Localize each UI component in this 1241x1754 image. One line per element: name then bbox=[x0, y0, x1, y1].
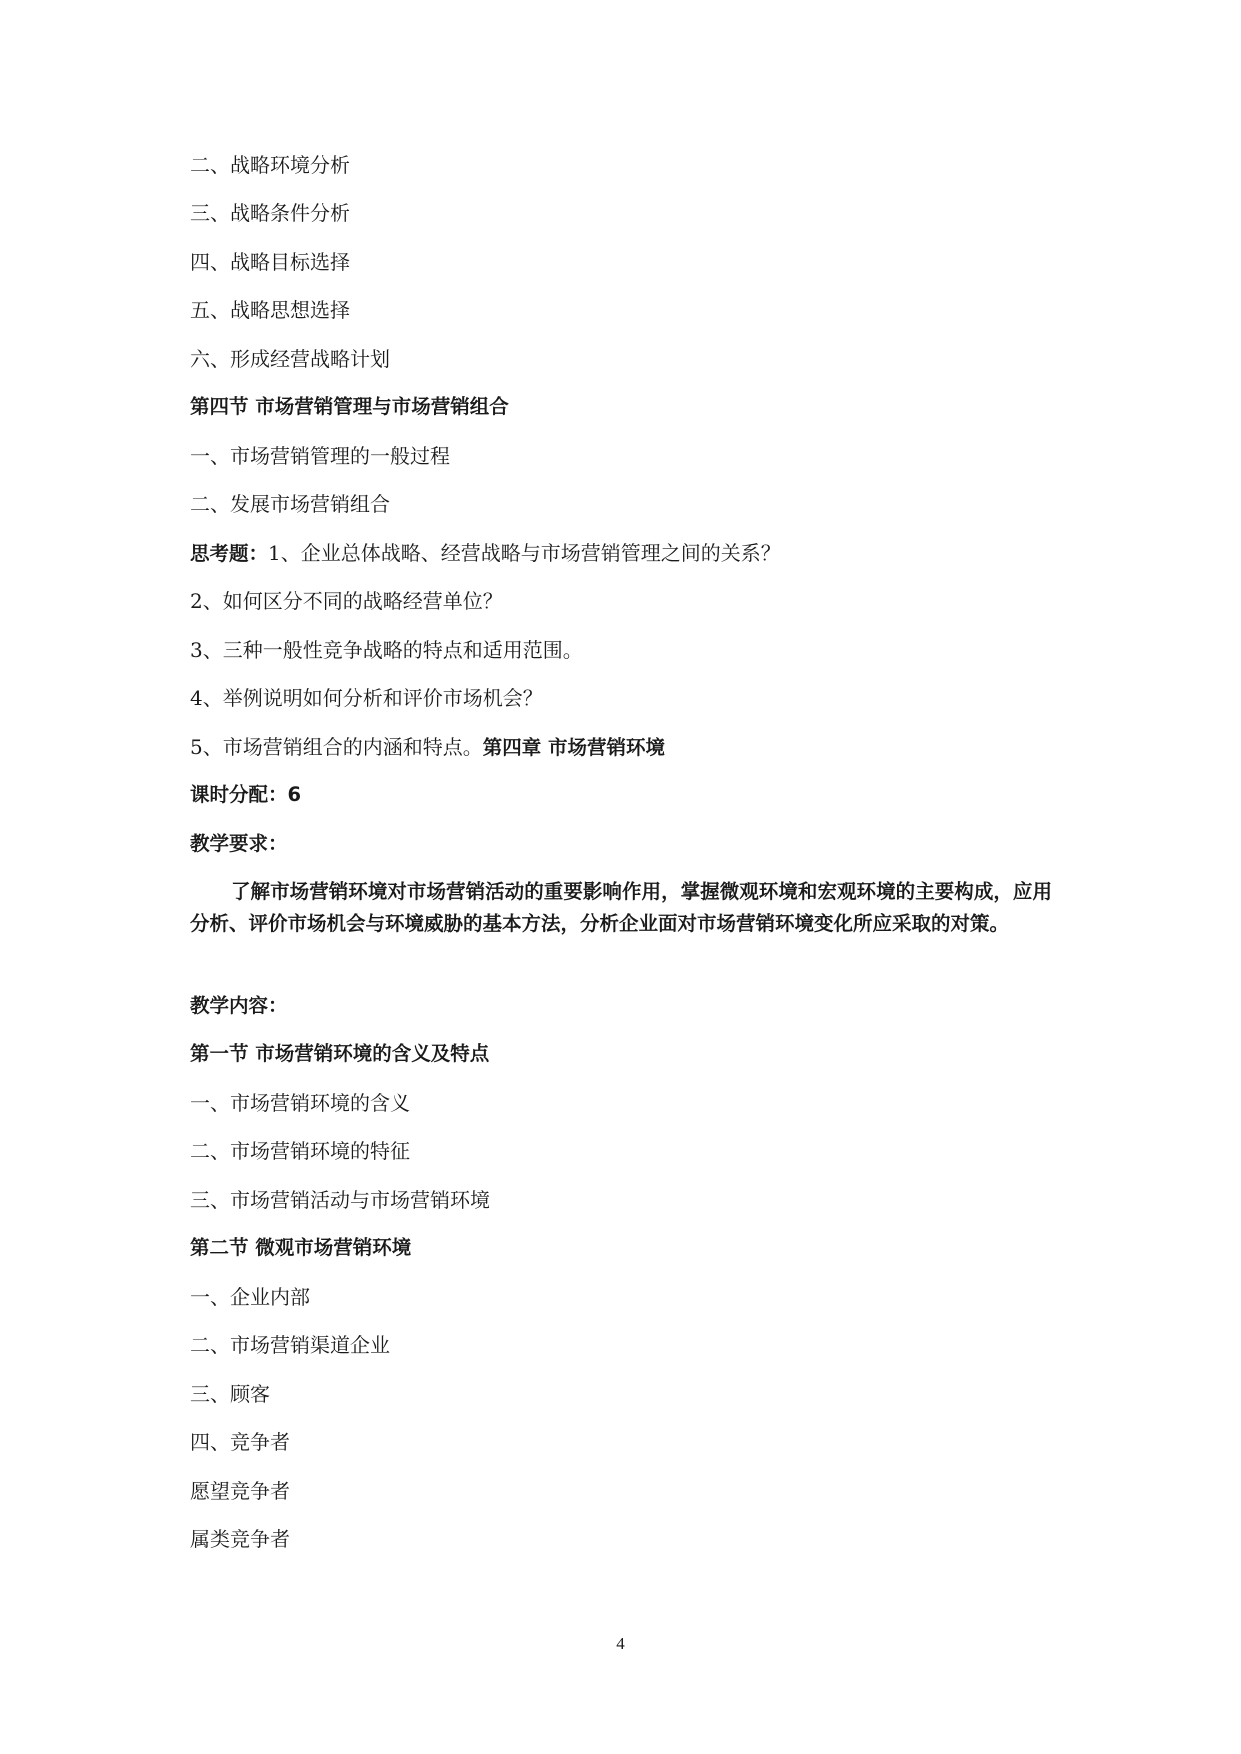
teaching-requirements-text: 了解市场营销环境对市场营销活动的重要影响作用，掌握微观环境和宏观环境的主要构成，应用分析、评价市场机会与环境威胁的基本方法，分析企业面对市场营销环境变化所应采取的对策。 bbox=[190, 880, 1052, 935]
list-item: 二、市场营销环境的特征 bbox=[190, 1139, 410, 1163]
item-strategic-thinking: 五、战略思想选择 bbox=[190, 298, 350, 322]
list-item: 二、市场营销渠道企业 bbox=[190, 1333, 390, 1357]
section-heading-1: 第一节 市场营销环境的含义及特点 bbox=[190, 1042, 490, 1065]
item-management-process: 一、市场营销管理的一般过程 bbox=[190, 444, 450, 468]
item-strategic-conditions: 三、战略条件分析 bbox=[190, 201, 350, 225]
list-item: 属类竞争者 bbox=[190, 1527, 290, 1551]
list-item: 四、竞争者 bbox=[190, 1430, 290, 1454]
item-marketing-mix: 二、发展市场营销组合 bbox=[190, 492, 390, 516]
list-item: 三、市场营销活动与市场营销环境 bbox=[190, 1188, 490, 1212]
list-item: 一、市场营销环境的含义 bbox=[190, 1091, 410, 1115]
list-item: 一、企业内部 bbox=[190, 1285, 310, 1309]
page-number: 4 bbox=[616, 1634, 625, 1653]
chapter-title: 第四章 市场营销环境 bbox=[482, 736, 666, 759]
hours-allocation: 课时分配：6 bbox=[190, 783, 302, 806]
item-strategic-environment: 二、战略环境分析 bbox=[190, 153, 350, 177]
teaching-requirements-label: 教学要求： bbox=[190, 832, 288, 855]
question-1-text: 1、企业总体战略、经营战略与市场营销管理之间的关系？ bbox=[268, 541, 781, 565]
list-item: 三、顾客 bbox=[190, 1382, 270, 1406]
question-3: 3、三种一般性竞争战略的特点和适用范围。 bbox=[190, 638, 583, 662]
question-4: 4、举例说明如何分析和评价市场机会？ bbox=[190, 686, 543, 710]
item-strategic-plan: 六、形成经营战略计划 bbox=[190, 347, 390, 371]
question-1 bbox=[190, 539, 781, 568]
list-item: 愿望竞争者 bbox=[190, 1479, 290, 1503]
think-label: 思考题： bbox=[190, 542, 269, 565]
question-5-text: 5、市场营销组合的内涵和特点。 bbox=[190, 735, 483, 759]
section-heading-4: 第四节 市场营销管理与市场营销组合 bbox=[190, 395, 509, 418]
teaching-content-label: 教学内容： bbox=[190, 994, 288, 1017]
item-strategic-goals: 四、战略目标选择 bbox=[190, 250, 350, 274]
question-2: 2、如何区分不同的战略经营单位？ bbox=[190, 589, 503, 613]
question-5 bbox=[190, 733, 665, 762]
section-heading-2: 第二节 微观市场营销环境 bbox=[190, 1236, 412, 1259]
